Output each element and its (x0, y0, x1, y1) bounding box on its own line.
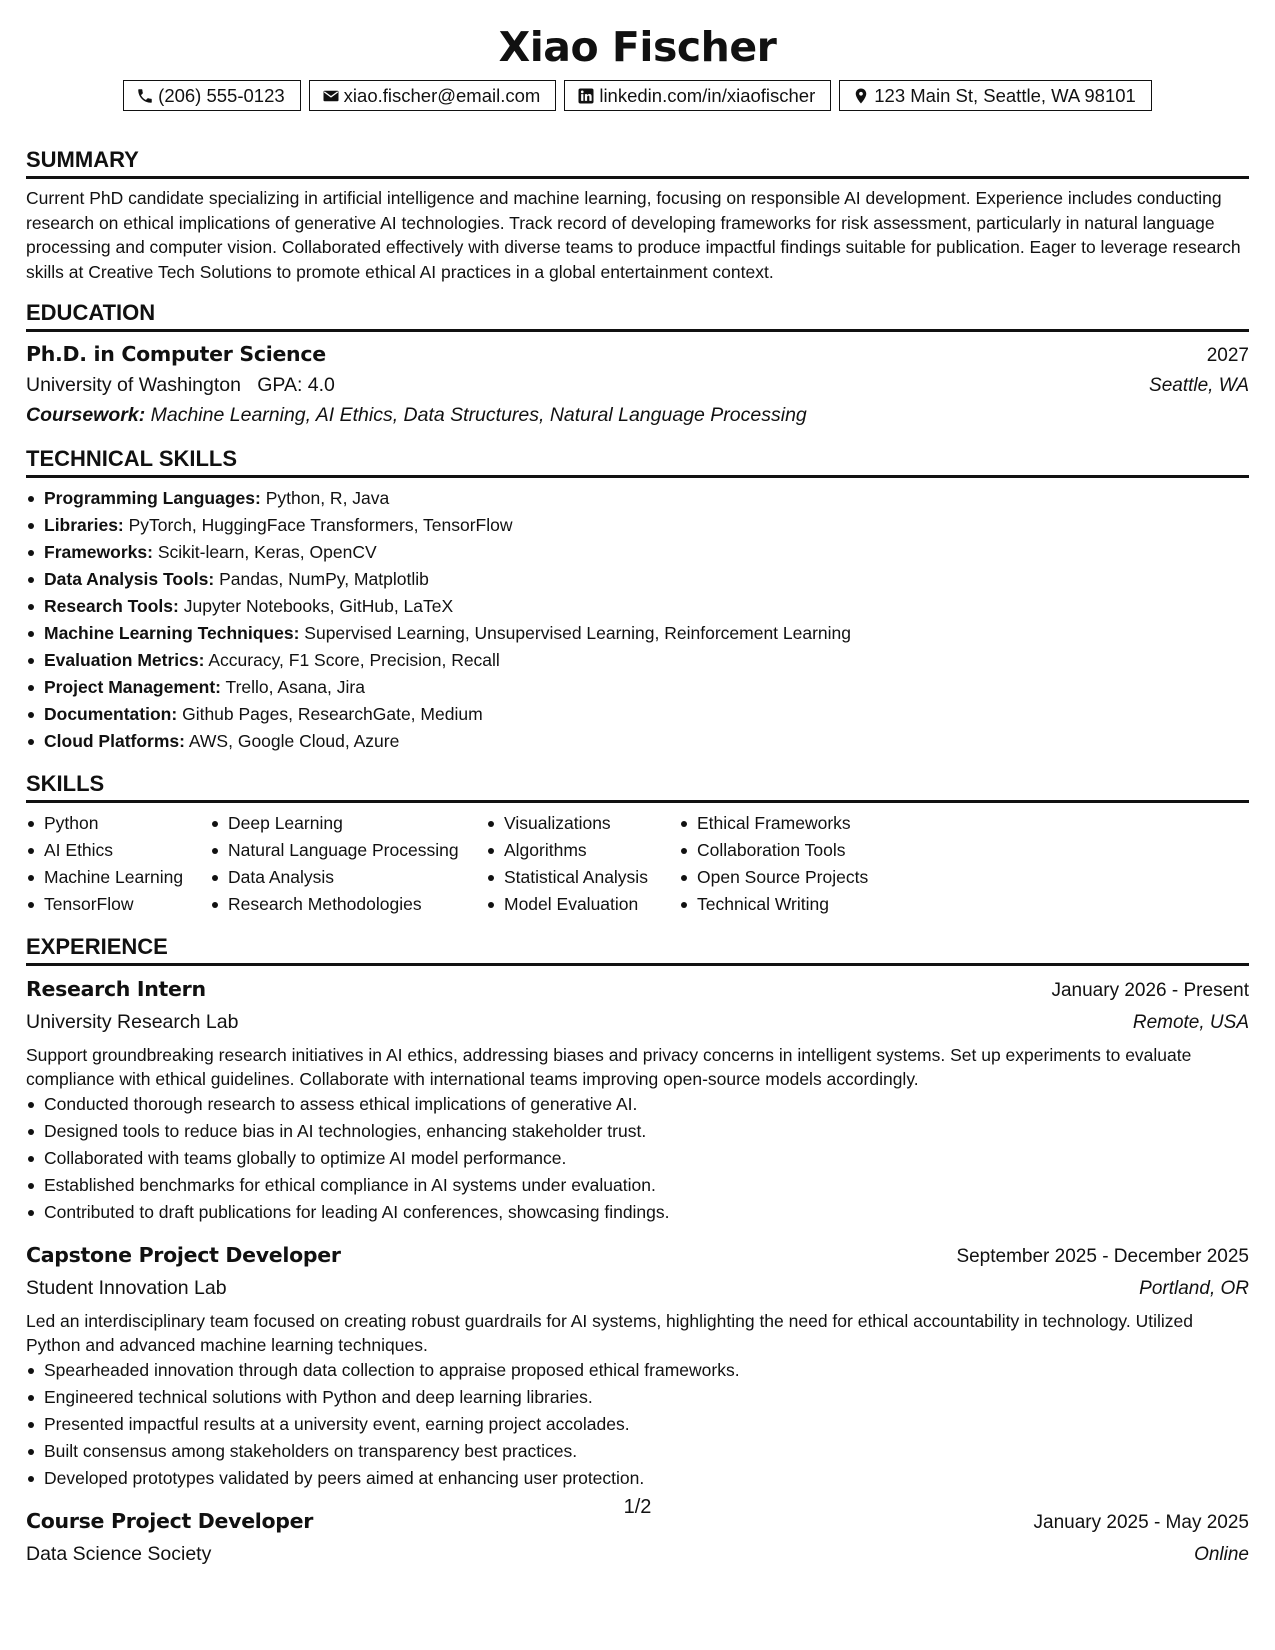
section-title-education: EDUCATION (26, 300, 1249, 332)
skill-values: Trello, Asana, Jira (225, 677, 365, 698)
skills-section (26, 771, 1249, 918)
job-location: Online (1194, 1544, 1249, 1566)
skill-values: Pandas, NumPy, Matplotlib (219, 569, 429, 590)
list-item (26, 674, 1249, 701)
list-item: Machine Learning (26, 864, 210, 891)
skill-values: Scikit-learn, Keras, OpenCV (157, 542, 377, 563)
job-location: Remote, USA (1132, 1012, 1249, 1034)
contact-address (839, 80, 1152, 111)
job-description: Led an interdisciplinary team focused on creating robust guardrails for AI systems, highlighting the need for ethical accountability in technology. Utilized Python and advanced machine learning techniques. (26, 1311, 1193, 1356)
list-item: TensorFlow (26, 891, 210, 918)
contact-linkedin-text: linkedin.com/in/xiaofischer (599, 84, 816, 106)
candidate-name: Xiao Fischer (498, 23, 777, 71)
phone-icon (136, 87, 154, 105)
list-item: Collaborated with teams globally to optimize AI model performance. (26, 1145, 1249, 1172)
list-item: Built consensus among stakeholders on transparency best practices. (26, 1438, 1249, 1465)
skill-category: Research Tools: (44, 596, 179, 617)
degree-title: Ph.D. in Computer Science (26, 342, 326, 367)
job-dates: January 2025 - May 2025 (1033, 1512, 1249, 1534)
summary-section (26, 147, 1249, 284)
job-header-row (26, 1240, 1249, 1272)
contact-email-text: xiao.fischer@email.com (343, 84, 541, 106)
job-bullets (26, 1091, 1249, 1226)
list-item (26, 701, 1249, 728)
list-item: Conducted thorough research to assess ethical implications of generative AI. (26, 1091, 1249, 1118)
job-header-row (26, 974, 1249, 1006)
skill-category: Project Management: (44, 677, 221, 698)
education-section (26, 300, 1249, 430)
technical-skills-section (26, 446, 1249, 755)
list-item: Statistical Analysis (486, 864, 679, 891)
list-item (26, 539, 1249, 566)
experience-section (26, 934, 1249, 1571)
envelope-icon (322, 87, 340, 105)
linkedin-icon (577, 87, 595, 105)
job-title: Research Intern (26, 977, 206, 1002)
job-org-row (26, 1538, 1249, 1571)
list-item (26, 593, 1249, 620)
list-item: Visualizations (486, 810, 679, 837)
list-item: Research Methodologies (210, 891, 486, 918)
skill-values: Jupyter Notebooks, GitHub, LaTeX (183, 596, 454, 617)
contact-linkedin[interactable] (564, 80, 831, 111)
experience-entry (26, 974, 1249, 1226)
coursework-label: Coursework: (26, 404, 146, 427)
job-description: Support groundbreaking research initiatives in AI ethics, addressing biases and privacy concerns in intelligent systems. Set up experiments to evaluate compliance with ethical guidelines. Collaborate with international teams improving open-source models accordingly. (26, 1045, 1192, 1090)
list-item (26, 728, 1249, 755)
job-dates: September 2025 - December 2025 (956, 1246, 1249, 1268)
job-location: Portland, OR (1139, 1278, 1249, 1300)
section-title-technical-skills: TECHNICAL SKILLS (26, 446, 1249, 478)
list-item: Designed tools to reduce bias in AI technologies, enhancing stakeholder trust. (26, 1118, 1249, 1145)
location-pin-icon (852, 87, 870, 105)
coursework-line (26, 400, 1249, 430)
list-item: Algorithms (486, 837, 679, 864)
job-bullets (26, 1357, 1249, 1492)
skill-category: Evaluation Metrics: (44, 650, 205, 671)
job-org-row (26, 1272, 1249, 1305)
skill-category: Documentation: (44, 704, 178, 725)
education-header-row (26, 339, 1249, 371)
skill-category: Machine Learning Techniques: (44, 623, 300, 644)
list-item: Model Evaluation (486, 891, 679, 918)
job-organization: Student Innovation Lab (26, 1277, 227, 1300)
list-item (26, 566, 1249, 593)
skill-category: Programming Languages: (44, 488, 261, 509)
skills-column (679, 810, 939, 918)
job-organization: Data Science Society (26, 1543, 212, 1566)
list-item (26, 485, 1249, 512)
school-line (26, 371, 335, 399)
job-dates: January 2026 - Present (1051, 980, 1249, 1002)
list-item: Technical Writing (679, 891, 939, 918)
list-item: Ethical Frameworks (679, 810, 939, 837)
list-item: Developed prototypes validated by peers aimed at enhancing user protection. (26, 1465, 1249, 1492)
list-item: Data Analysis (210, 864, 486, 891)
list-item: Spearheaded innovation through data collection to appraise proposed ethical frameworks. (26, 1357, 1249, 1384)
technical-skills-list (26, 485, 1249, 755)
skill-values: Accuracy, F1 Score, Precision, Recall (208, 650, 500, 671)
skills-column (486, 810, 679, 918)
graduation-year: 2027 (1206, 345, 1249, 367)
list-item: Deep Learning (210, 810, 486, 837)
list-item (26, 620, 1249, 647)
contact-address-text: 123 Main St, Seattle, WA 98101 (874, 84, 1136, 106)
resume-page (26, 22, 1249, 1575)
skills-grid (26, 810, 1249, 918)
school-name: University of Washington (26, 374, 241, 397)
skill-values: Python, R, Java (265, 488, 390, 509)
list-item: Natural Language Processing (210, 837, 486, 864)
skill-category: Data Analysis Tools: (44, 569, 215, 590)
contact-email[interactable] (309, 80, 557, 111)
job-title: Capstone Project Developer (26, 1243, 341, 1268)
page-indicator: 1/2 (623, 1496, 652, 1518)
list-item: AI Ethics (26, 837, 210, 864)
list-item (26, 512, 1249, 539)
list-item: Engineered technical solutions with Python and deep learning libraries. (26, 1384, 1249, 1411)
list-item: Collaboration Tools (679, 837, 939, 864)
experience-entry (26, 1240, 1249, 1492)
school-location: Seattle, WA (1149, 375, 1249, 397)
list-item: Python (26, 810, 210, 837)
job-organization: University Research Lab (26, 1011, 239, 1034)
contact-bar (26, 80, 1249, 111)
job-title: Course Project Developer (26, 1509, 314, 1534)
job-org-row (26, 1006, 1249, 1039)
list-item (26, 647, 1249, 674)
section-title-experience: EXPERIENCE (26, 934, 1249, 966)
list-item: Open Source Projects (679, 864, 939, 891)
section-title-skills: SKILLS (26, 771, 1249, 803)
list-item: Presented impactful results at a university event, earning project accolades. (26, 1411, 1249, 1438)
skill-category: Libraries: (44, 515, 124, 536)
skill-values: Github Pages, ResearchGate, Medium (182, 704, 483, 725)
skill-values: PyTorch, HuggingFace Transformers, TensorFlow (128, 515, 513, 536)
skill-values: Supervised Learning, Unsupervised Learning, Reinforcement Learning (304, 623, 852, 644)
gpa: GPA: 4.0 (257, 374, 335, 397)
skills-column (210, 810, 486, 918)
coursework-list: Machine Learning, AI Ethics, Data Structures, Natural Language Processing (150, 404, 807, 427)
contact-phone-text: (206) 555-0123 (158, 84, 285, 106)
education-school-row (26, 371, 1249, 400)
skill-values: AWS, Google Cloud, Azure (188, 731, 400, 752)
contact-phone[interactable] (123, 80, 301, 111)
summary-text: Current PhD candidate specializing in artificial intelligence and machine learning, focusing on responsible AI development. Experience includes conducting research on ethical implications of generative AI technologies. Track record of developing frameworks for risk assessment, particularly in natural language processing and computer vision. Collaborated effectively with diverse teams to produce impactful findings suitable for publication. Eager to leverage research skills at Creative Tech Solutions to promote ethical AI practices in a global entertainment context. (26, 188, 1241, 282)
skill-category: Cloud Platforms: (44, 731, 185, 752)
skill-category: Frameworks: (44, 542, 153, 563)
list-item: Contributed to draft publications for leading AI conferences, showcasing findings. (26, 1199, 1249, 1226)
section-title-summary: SUMMARY (26, 147, 1249, 179)
skills-column (26, 810, 210, 918)
list-item: Established benchmarks for ethical compliance in AI systems under evaluation. (26, 1172, 1249, 1199)
